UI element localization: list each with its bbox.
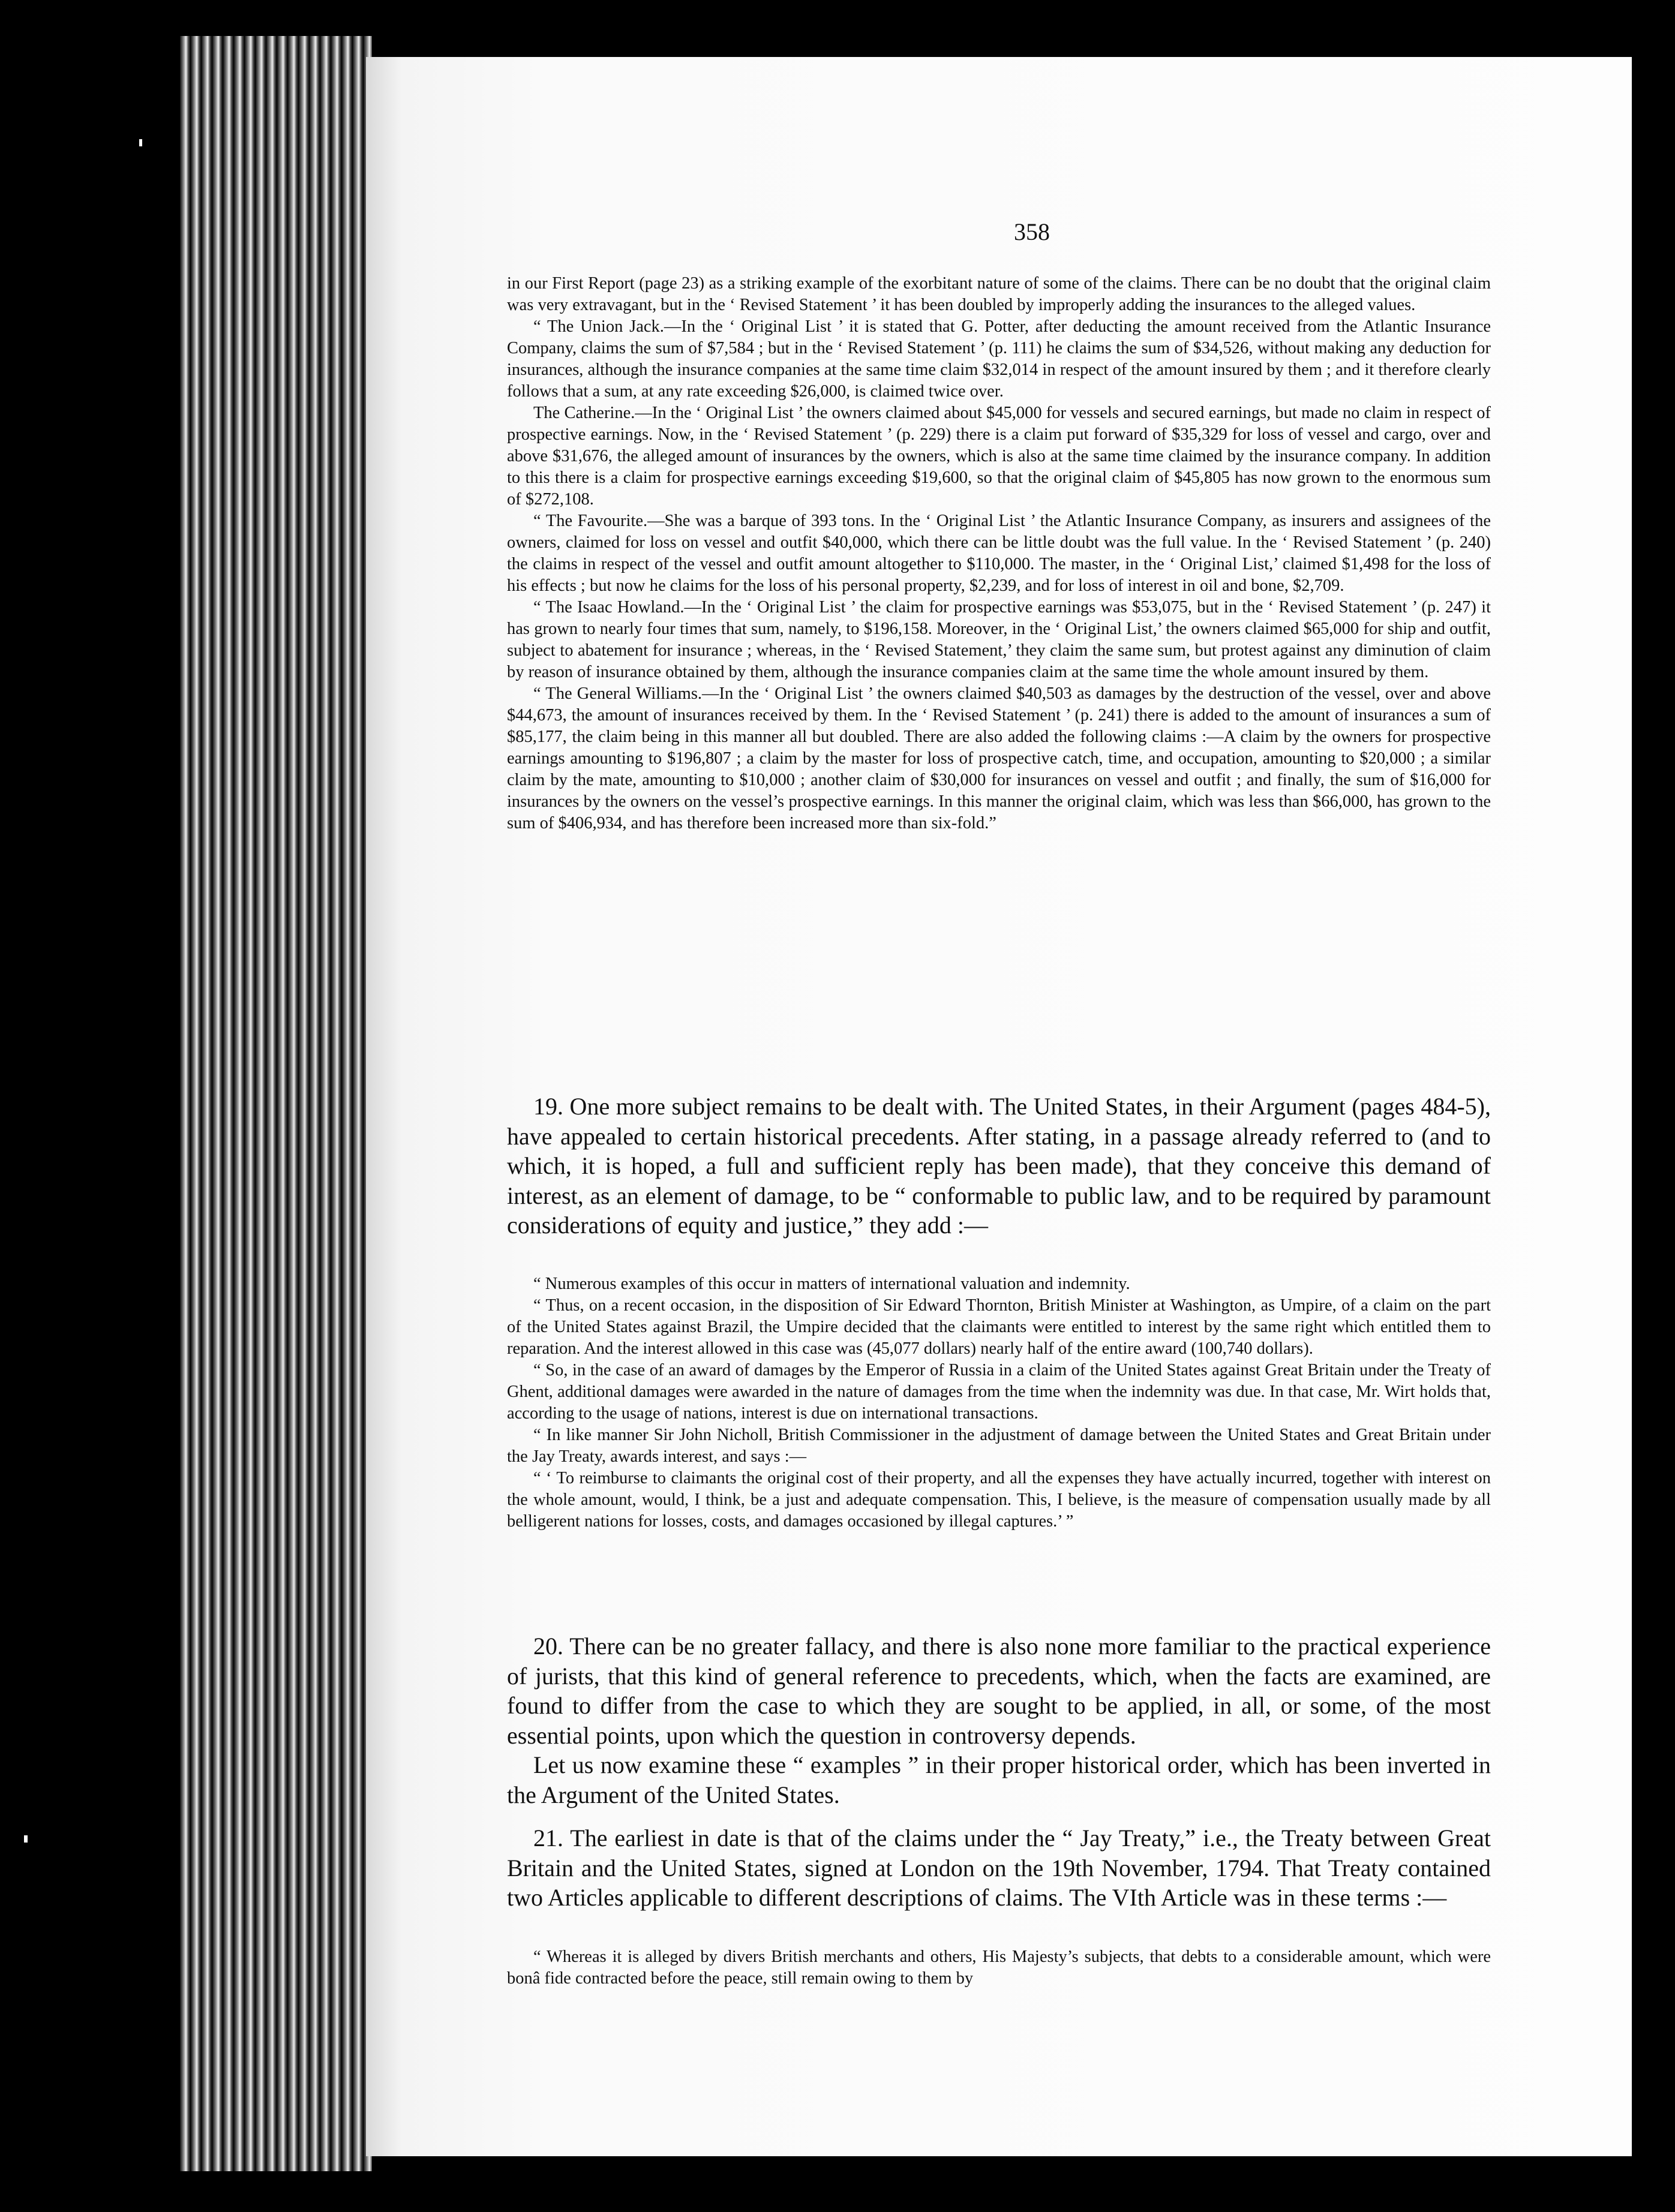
section-paragraph: 19. One more subject remains to be dealt with. The United States, in their Argument (pages 484-5), have appealed to certain historical precedents. After stating, in a passage already referred to (and to which, it is hoped, a full and sufficient reply has been made), that they conceive this demand of interest, as an element of damage, to be “ conformable to public law, and to be required by paramount considerations of equity and justice,” they add :—: [507, 1093, 1491, 1239]
claims-paragraph: The Catherine.—In the ‘ Original List ’ the owners claimed about $45,000 for vessels and secured earnings, but made no claim in respect of prospective earnings. Now, in the ‘ Revised Statement ’ (p. 229) there is a claim put forward of $35,329 for loss of vessel and cargo, over and above $31,676, the alleged amount of insurances by the owners, which is also at the same time claimed by the insurance company. In addition to this there is a claim for prospective earnings exceeding $19,600, so that the original claim of $45,805 has now grown to the enormous sum of $272,108.: [507, 404, 1491, 509]
claims-paragraph: in our First Report (page 23) as a striking example of the exorbitant nature of some of the claims. There can be no doubt that the original claim was very extravagant, but in the ‘ Revised Statement ’ it has been doubled by improperly adding the insurances to the alleged values.: [507, 274, 1491, 314]
precedents-quotation: [507, 1273, 1491, 1532]
section-20: [507, 1631, 1491, 1810]
claims-excerpt: [507, 273, 1491, 834]
section-paragraph: Let us now examine these “ examples ” in their proper historical order, which has been inverted in the Argument of the United States.: [507, 1751, 1491, 1808]
claims-paragraph: “ The Favourite.—She was a barque of 393 tons. In the ‘ Original List ’ the Atlantic Insurance Company, as insurers and assignees of the owners, claimed for loss on vessel and outfit $40,000, which there can be little doubt was the full value. In the ‘ Revised Statement ’ (p. 240) the claims in respect of the vessel and outfit amount altogether to $110,000. The master, in the ‘ Original List,’ claimed $1,498 for the loss of his effects ; but now he claims for the loss of his personal property, $2,239, and for loss of interest in oil and bone, $2,709.: [507, 512, 1491, 595]
quote-paragraph: “ Numerous examples of this occur in matters of international valuation and indemnity.: [533, 1275, 1130, 1293]
section-paragraph: 21. The earliest in date is that of the claims under the “ Jay Treaty,” i.e., the Treaty between Great Britain and the United States, signed at London on the 19th November, 1794. That Treaty contained two Articles applicable to different descriptions of claims. The VIth Article was in these terms :—: [507, 1825, 1491, 1911]
section-19: [507, 1092, 1491, 1240]
section-21: [507, 1823, 1491, 1913]
section-paragraph: 20. There can be no greater fallacy, and there is also none more familiar to the practical experience of jurists, that this kind of general reference to precedents, which, when the facts are examined, are found to differ from the case to which they are sought to be applied, in all, or some, of the most essential points, upon which the question in controversy depends.: [507, 1633, 1491, 1749]
margin-mark: [24, 1835, 28, 1843]
page-number: 358: [1014, 218, 1050, 245]
quote-paragraph: “ ‘ To reimburse to claimants the original cost of their property, and all the expenses they have actually incurred, together with interest on the whole amount, would, I think, be a just and adequate compensation. This, I believe, is the measure of compensation usually made by all belligerent nations for losses, costs, and damages occasioned by illegal captures.’ ”: [507, 1469, 1491, 1531]
jay-treaty-quotation: [507, 1946, 1491, 1989]
book-page: [366, 57, 1632, 2156]
quote-paragraph: “ So, in the case of an award of damages by the Emperor of Russia in a claim of the United States against Great Britain under the Treaty of Ghent, additional damages were awarded in the nature of damages from the time when the indemnity was due. In that case, Mr. Wirt holds that, according to the usage of nations, interest is due on international transactions.: [507, 1361, 1491, 1423]
claims-paragraph: “ The Isaac Howland.—In the ‘ Original List ’ the claim for prospective earnings was $53,075, but in the ‘ Revised Statement ’ (p. 247) it has grown to nearly four times that sum, namely, to $196,158. Moreover, in the ‘ Original List,’ the owners claimed $65,000 for ship and outfit, subject to abatement for insurance ; whereas, in the ‘ Revised Statement,’ they claim the same sum, but protest against any diminution of claim by reason of insurance obtained by them, although the insurance companies claim at the same time the whole amount insured by them.: [507, 598, 1491, 681]
quote-paragraph: “ Thus, on a recent occasion, in the disposition of Sir Edward Thornton, British Minister at Washington, as Umpire, of a claim on the part of the United States against Brazil, the Umpire decided that the claimants were entitled to interest by the same right which entitled them to reparation. And the interest allowed in this case was (45,077 dollars) nearly half of the entire award (100,740 dollars).: [507, 1296, 1491, 1358]
claims-paragraph: “ The General Williams.—In the ‘ Original List ’ the owners claimed $40,503 as damages by the destruction of the vessel, over and above $44,673, the amount of insurances received by them. In the ‘ Revised Statement ’ (p. 241) there is added to the amount of insurances a sum of $85,177, the claim being in this manner all but doubled. There are also added the following claims :—A claim by the owners for prospective earnings amounting to $196,807 ; a claim by the master for loss of prospective catch, time, and occupation, amounting to $20,000 ; a similar claim by the mate, amounting to $10,000 ; another claim of $30,000 for insurances on vessel and outfit ; and finally, the sum of $16,000 for insurances by the owners on the vessel’s prospective earnings. In this manner the original claim, which was less than $66,000, has grown to the sum of $406,934, and has therefore been increased more than six-fold.”: [507, 684, 1491, 832]
margin-mark: [139, 139, 142, 146]
claims-paragraph: “ The Union Jack.—In the ‘ Original List ’ it is stated that G. Potter, after deducting the amount received from the Atlantic Insurance Company, claims the sum of $7,584 ; but in the ‘ Revised Statement ’ (p. 111) he claims the sum of $34,526, without making any deduction for insurances, although the insurance companies at the same time claim $32,014 in respect of the amount insured by them ; and it therefore clearly follows that a sum, at any rate exceeding $26,000, is claimed twice over.: [507, 317, 1491, 401]
quote-paragraph: “ Whereas it is alleged by divers British merchants and others, His Majesty’s subjects, that debts to a considerable amount, which were bonâ fide contracted before the peace, still remain owing to them by: [507, 1947, 1491, 1988]
quote-paragraph: “ In like manner Sir John Nicholl, British Commissioner in the adjustment of damage between the United States and Great Britain under the Jay Treaty, awards interest, and says :—: [507, 1426, 1491, 1466]
book-page-edge: [180, 36, 372, 2171]
